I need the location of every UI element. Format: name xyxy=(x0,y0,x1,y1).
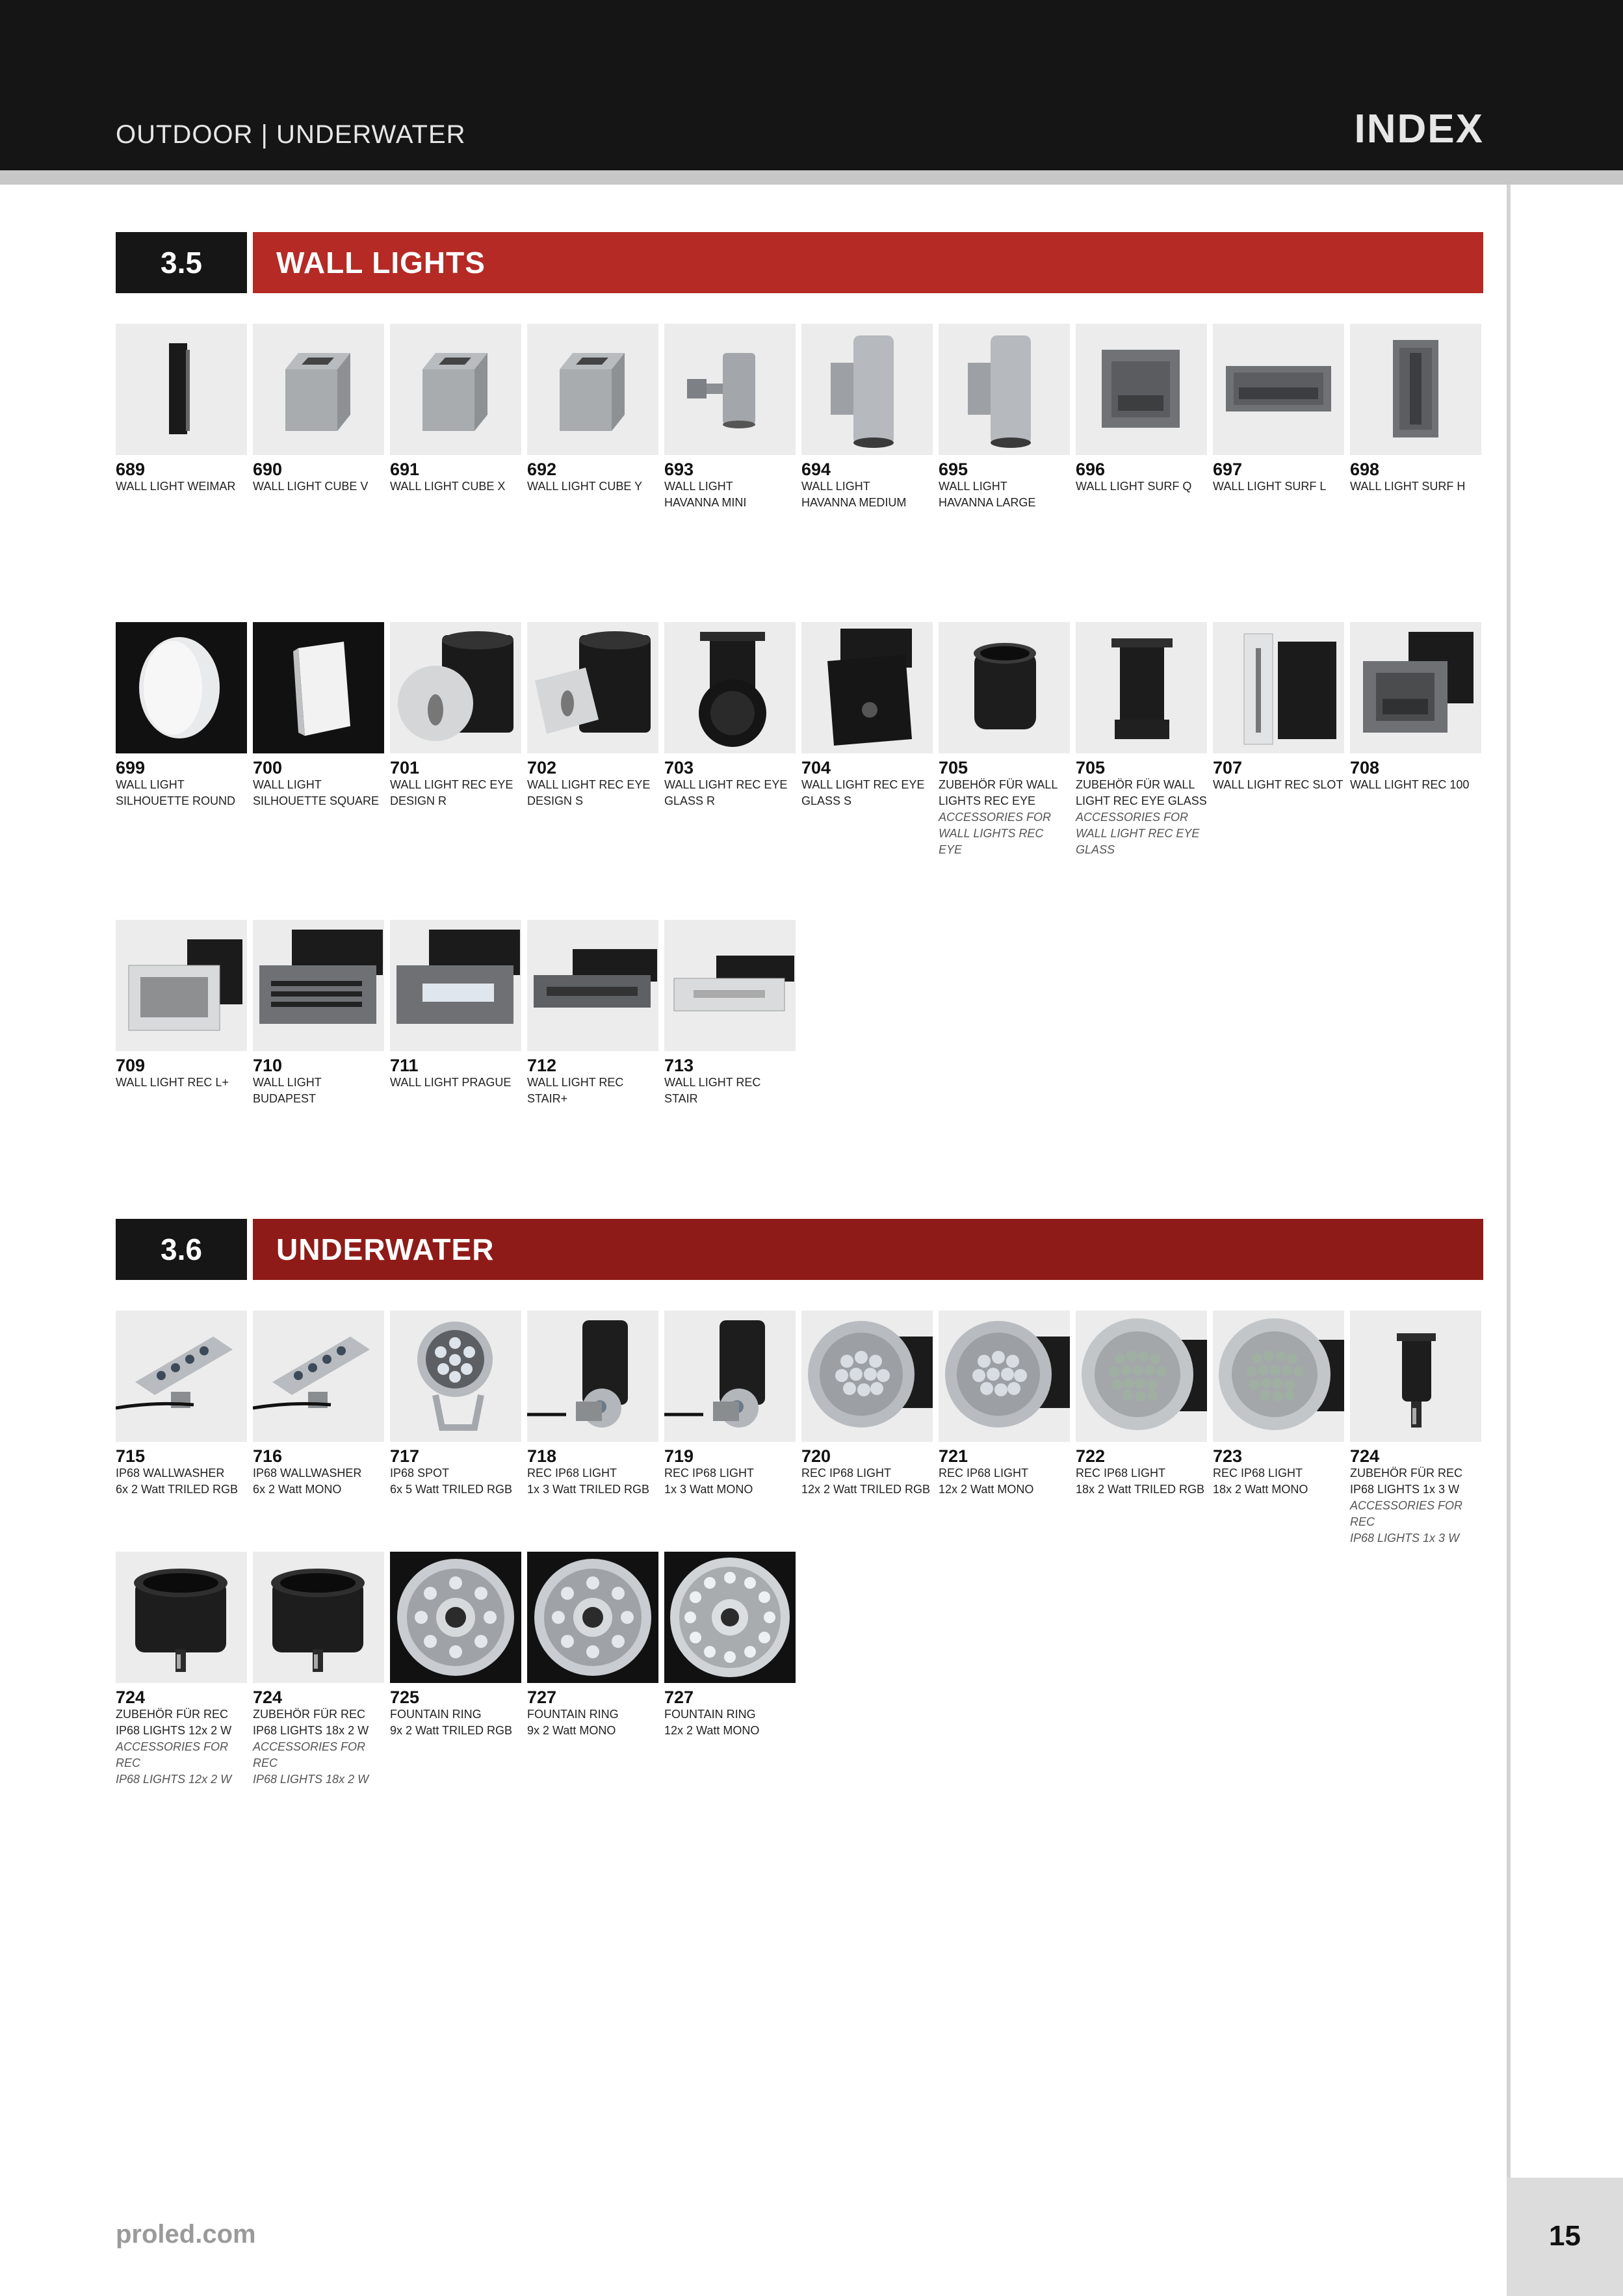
fountain-ring-icon xyxy=(390,1552,521,1683)
product-code: 690 xyxy=(253,460,283,479)
product-name: WALL LIGHT REC L+ xyxy=(116,1076,229,1089)
product-name: FOUNTAIN RING 9x 2 Watt TRILED RGB xyxy=(390,1708,513,1737)
product-name: REC IP68 LIGHT 12x 2 Watt MONO xyxy=(939,1467,1034,1496)
product-item[interactable] xyxy=(664,324,796,511)
product-name: WALL LIGHT CUBE X xyxy=(390,480,506,493)
pool-light-12-icon xyxy=(801,1311,933,1442)
product-code: 691 xyxy=(390,460,420,479)
rec-stair-white-icon xyxy=(664,920,796,1051)
product-name: ZUBEHÖR FÜR WALL LIGHTS REC EYE xyxy=(939,778,1058,807)
product-item[interactable] xyxy=(253,1311,384,1498)
product-code: 701 xyxy=(390,758,420,777)
product-item[interactable] xyxy=(1350,622,1481,793)
product-name: REC IP68 LIGHT 12x 2 Watt TRILED RGB xyxy=(801,1467,931,1496)
product-code: 708 xyxy=(1350,758,1380,777)
page-title: INDEX xyxy=(1354,107,1484,151)
rec-grille-icon xyxy=(253,920,384,1051)
product-code: 704 xyxy=(801,758,831,777)
product-item[interactable] xyxy=(253,324,384,495)
product-code: 712 xyxy=(527,1056,557,1075)
product-item[interactable] xyxy=(664,1311,796,1498)
product-name: WALL LIGHT BUDAPEST xyxy=(253,1076,322,1105)
product-name-english: ACCESSORIES FOR REC IP68 LIGHTS 18x 2 W xyxy=(253,1740,369,1786)
rec-stair-icon xyxy=(527,920,658,1051)
product-item[interactable] xyxy=(939,324,1070,511)
silhouette-square-icon xyxy=(253,622,384,753)
product-code: 699 xyxy=(116,758,146,777)
product-item[interactable] xyxy=(664,920,796,1107)
header-stripe xyxy=(0,170,1623,185)
housing-cup-icon xyxy=(939,622,1070,753)
fountain-ring-icon xyxy=(527,1552,658,1683)
cube-light-icon xyxy=(527,324,658,455)
product-name: WALL LIGHT REC STAIR xyxy=(664,1076,761,1105)
page-number: 15 xyxy=(1549,2220,1581,2252)
product-name: REC IP68 LIGHT 18x 2 Watt TRILED RGB xyxy=(1076,1467,1205,1496)
housing-wide-icon xyxy=(253,1552,384,1683)
product-code: 711 xyxy=(390,1056,419,1075)
product-code: 705 xyxy=(1076,758,1106,777)
wallwasher-icon xyxy=(116,1311,247,1442)
surf-long-icon xyxy=(1213,324,1344,455)
rec-ip68-small-icon xyxy=(664,1311,796,1442)
product-name: ZUBEHÖR FÜR WALL LIGHT REC EYE GLASS xyxy=(1076,778,1207,807)
product-item[interactable] xyxy=(1076,324,1207,495)
product-item[interactable] xyxy=(116,1311,247,1498)
rec-eye-glass-round-icon xyxy=(664,622,796,753)
product-code: 720 xyxy=(801,1446,831,1466)
section-number: 3.6 xyxy=(116,1219,247,1280)
product-name: WALL LIGHT REC EYE GLASS S xyxy=(801,778,925,807)
product-code: 717 xyxy=(390,1446,420,1466)
product-item[interactable] xyxy=(527,622,658,809)
product-name: WALL LIGHT HAVANNA LARGE xyxy=(939,480,1036,509)
product-item[interactable] xyxy=(1076,622,1207,858)
rec-eye-round-icon xyxy=(390,622,521,753)
section-title: WALL LIGHTS xyxy=(253,232,1483,293)
product-code: 723 xyxy=(1213,1446,1243,1466)
product-code: 715 xyxy=(116,1446,146,1466)
product-name: IP68 WALLWASHER 6x 2 Watt TRILED RGB xyxy=(116,1467,239,1496)
product-item[interactable] xyxy=(1350,324,1481,495)
product-item[interactable] xyxy=(664,1552,796,1739)
product-code: 707 xyxy=(1213,758,1243,777)
rec-eye-glass-square-icon xyxy=(801,622,933,753)
rec-100-icon xyxy=(1350,622,1481,753)
pool-light-12-icon xyxy=(939,1311,1070,1442)
product-item[interactable] xyxy=(527,1311,658,1498)
product-name: WALL LIGHT SILHOUETTE ROUND xyxy=(116,778,236,807)
spot-cylinder-icon xyxy=(664,324,796,455)
product-code: 710 xyxy=(253,1056,283,1075)
product-name: WALL LIGHT CUBE Y xyxy=(527,480,643,493)
product-code: 722 xyxy=(1076,1446,1106,1466)
cube-light-icon xyxy=(390,324,521,455)
category-label: OUTDOOR | UNDERWATER xyxy=(116,120,466,149)
product-code: 725 xyxy=(390,1688,420,1707)
product-item[interactable] xyxy=(116,1552,247,1788)
rec-eye-square-icon xyxy=(527,622,658,753)
product-item[interactable] xyxy=(1213,324,1344,495)
product-name: REC IP68 LIGHT 1x 3 Watt TRILED RGB xyxy=(527,1467,650,1496)
product-code: 721 xyxy=(939,1446,968,1466)
product-name: WALL LIGHT CUBE V xyxy=(253,480,369,493)
product-code: 692 xyxy=(527,460,557,479)
product-code: 724 xyxy=(253,1688,283,1707)
product-name: ZUBEHÖR FÜR REC IP68 LIGHTS 1x 3 W xyxy=(1350,1467,1463,1496)
product-name: WALL LIGHT REC EYE DESIGN R xyxy=(390,778,513,807)
product-code: 713 xyxy=(664,1056,694,1075)
housing-small-icon xyxy=(1350,1311,1481,1442)
rec-ip68-small-icon xyxy=(527,1311,658,1442)
product-item[interactable] xyxy=(527,1552,658,1739)
silhouette-round-icon xyxy=(116,622,247,753)
product-code: 694 xyxy=(801,460,831,479)
product-code: 719 xyxy=(664,1446,694,1466)
product-name-english: ACCESSORIES FOR REC IP68 LIGHTS 1x 3 W xyxy=(1350,1499,1463,1545)
product-item[interactable] xyxy=(116,324,247,495)
ip68-spot-icon xyxy=(390,1311,521,1442)
product-code: 697 xyxy=(1213,460,1243,479)
product-item[interactable] xyxy=(1213,622,1344,793)
rec-box-white-icon xyxy=(116,920,247,1051)
product-name: WALL LIGHT REC SLOT xyxy=(1213,778,1344,791)
product-name: IP68 WALLWASHER 6x 2 Watt MONO xyxy=(253,1467,362,1496)
product-name: FOUNTAIN RING 12x 2 Watt MONO xyxy=(664,1708,760,1737)
housing-wide-icon xyxy=(116,1552,247,1683)
wallwasher-icon xyxy=(253,1311,384,1442)
product-item[interactable] xyxy=(1213,1311,1344,1498)
product-name: WALL LIGHT HAVANNA MINI xyxy=(664,480,747,509)
wall-cylinder-icon xyxy=(939,324,1070,455)
product-code: 727 xyxy=(527,1688,557,1707)
product-code: 727 xyxy=(664,1688,694,1707)
product-item[interactable] xyxy=(390,920,521,1091)
product-item[interactable] xyxy=(1076,1311,1207,1498)
fountain-ring-12-icon xyxy=(664,1552,796,1683)
product-code: 695 xyxy=(939,460,968,479)
product-code: 693 xyxy=(664,460,694,479)
product-item[interactable] xyxy=(390,1552,521,1739)
product-code: 718 xyxy=(527,1446,557,1466)
product-name: WALL LIGHT SURF Q xyxy=(1076,480,1192,493)
cube-light-icon xyxy=(253,324,384,455)
product-code: 702 xyxy=(527,758,557,777)
product-item[interactable] xyxy=(253,1552,384,1788)
product-item[interactable] xyxy=(116,622,247,809)
product-name: FOUNTAIN RING 9x 2 Watt MONO xyxy=(527,1708,619,1737)
product-item[interactable] xyxy=(801,1311,933,1498)
section-title: UNDERWATER xyxy=(253,1219,1483,1280)
product-name: WALL LIGHT REC STAIR+ xyxy=(527,1076,624,1105)
wall-slim-light-icon xyxy=(116,324,247,455)
surf-square-icon xyxy=(1076,324,1207,455)
product-item[interactable] xyxy=(664,622,796,809)
rec-slot-icon xyxy=(1213,622,1344,753)
product-name: WALL LIGHT WEIMAR xyxy=(116,480,236,493)
product-name: WALL LIGHT REC EYE DESIGN S xyxy=(527,778,651,807)
product-name: ZUBEHÖR FÜR REC IP68 LIGHTS 18x 2 W xyxy=(253,1708,369,1737)
product-code: 700 xyxy=(253,758,283,777)
wall-cylinder-icon xyxy=(801,324,933,455)
product-name: ZUBEHÖR FÜR REC IP68 LIGHTS 12x 2 W xyxy=(116,1708,232,1737)
product-item[interactable] xyxy=(116,920,247,1091)
housing-tall-icon xyxy=(1076,622,1207,753)
product-name-english: ACCESSORIES FOR REC IP68 LIGHTS 12x 2 W xyxy=(116,1740,232,1786)
product-code: 696 xyxy=(1076,460,1106,479)
footer-url[interactable]: proled.com xyxy=(116,2220,256,2249)
product-code: 724 xyxy=(1350,1446,1380,1466)
product-item[interactable] xyxy=(1350,1311,1481,1546)
product-name: WALL LIGHT SURF H xyxy=(1350,480,1466,493)
product-name-english: ACCESSORIES FOR WALL LIGHTS REC EYE xyxy=(939,811,1052,856)
rec-lit-icon xyxy=(390,920,521,1051)
product-item[interactable] xyxy=(527,324,658,495)
product-code: 724 xyxy=(116,1688,146,1707)
product-name: WALL LIGHT PRAGUE xyxy=(390,1076,512,1089)
product-item[interactable] xyxy=(253,622,384,809)
product-code: 703 xyxy=(664,758,694,777)
product-item[interactable] xyxy=(801,324,933,511)
product-code: 705 xyxy=(939,758,968,777)
product-code: 716 xyxy=(253,1446,283,1466)
section-number: 3.5 xyxy=(116,232,247,293)
product-code: 698 xyxy=(1350,460,1380,479)
product-name: WALL LIGHT HAVANNA MEDIUM xyxy=(801,480,907,509)
product-item[interactable] xyxy=(801,622,933,809)
product-name-english: ACCESSORIES FOR WALL LIGHT REC EYE GLASS xyxy=(1076,811,1200,856)
product-name: IP68 SPOT 6x 5 Watt TRILED RGB xyxy=(390,1467,513,1496)
product-name: WALL LIGHT SILHOUETTE SQUARE xyxy=(253,778,380,807)
product-name: WALL LIGHT SURF L xyxy=(1213,480,1327,493)
product-name: WALL LIGHT REC 100 xyxy=(1350,778,1470,791)
surf-tall-icon xyxy=(1350,324,1481,455)
product-item[interactable] xyxy=(527,920,658,1107)
product-name: REC IP68 LIGHT 18x 2 Watt MONO xyxy=(1213,1467,1308,1496)
product-item[interactable] xyxy=(390,622,521,809)
pool-light-18-icon xyxy=(1076,1311,1207,1442)
pool-light-18-icon xyxy=(1213,1311,1344,1442)
product-name: WALL LIGHT REC EYE GLASS R xyxy=(664,778,788,807)
product-item[interactable] xyxy=(253,920,384,1107)
product-item[interactable] xyxy=(390,324,521,495)
product-item[interactable] xyxy=(939,1311,1070,1498)
page-edge-rule xyxy=(1507,185,1511,2296)
product-item[interactable] xyxy=(939,622,1070,858)
product-code: 689 xyxy=(116,460,146,479)
product-code: 709 xyxy=(116,1056,146,1075)
product-item[interactable] xyxy=(390,1311,521,1498)
product-name: REC IP68 LIGHT 1x 3 Watt MONO xyxy=(664,1467,755,1496)
